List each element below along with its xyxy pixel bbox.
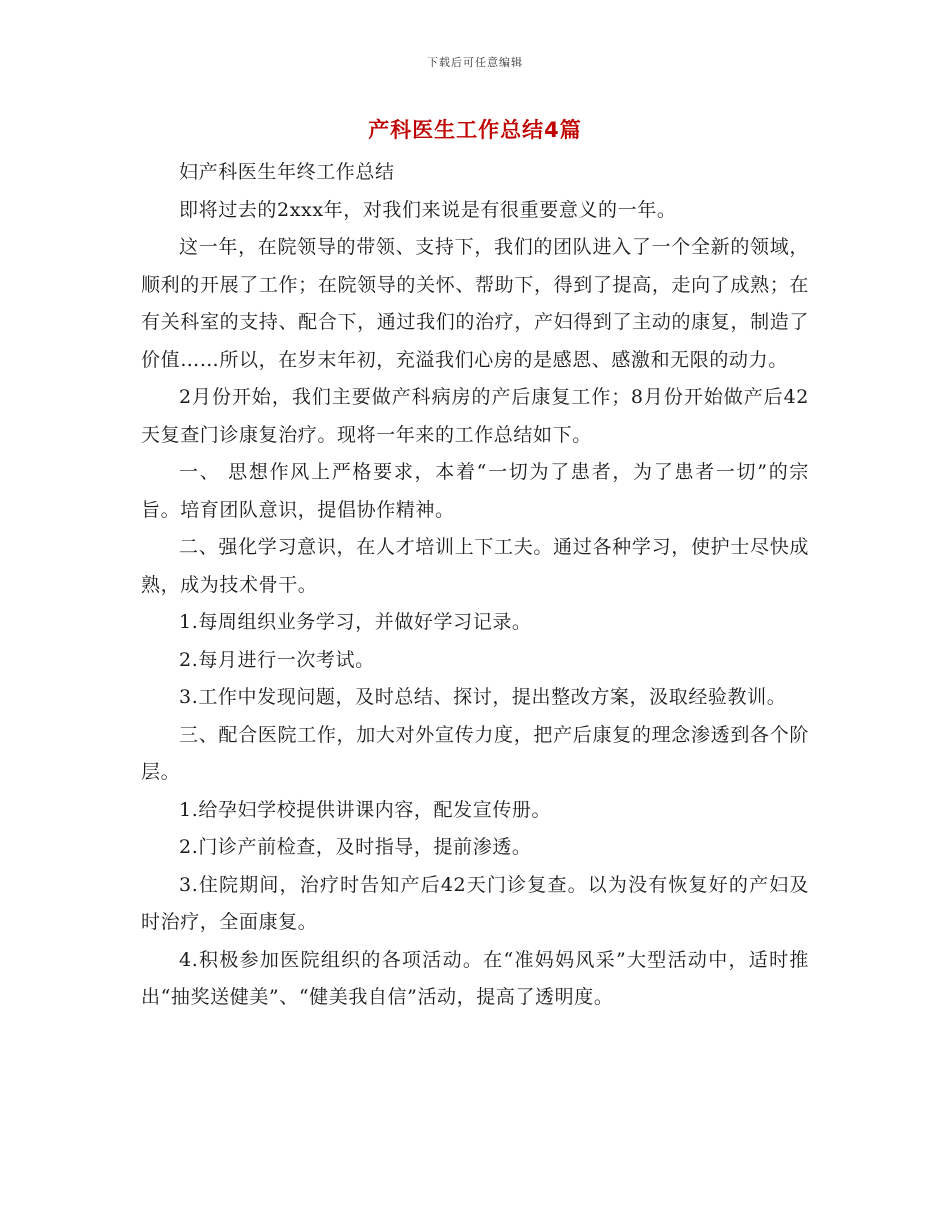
- paragraph: 二、强化学习意识，在人才培训上下工夫。通过各种学习，使护士尽快成熟，成为技术骨干。: [141, 536, 809, 596]
- paragraph: 3.工作中发现问题，及时总结、探讨，提出整改方案，汲取经验教训。: [179, 686, 787, 708]
- document-title: 产科医生工作总结4篇: [368, 118, 582, 142]
- paragraph: 1.每周组织业务学习，并做好学习记录。: [179, 611, 532, 633]
- paragraph: 1.给孕妇学校提供讲课内容，配发宣传册。: [179, 798, 552, 821]
- paragraph: 这一年，在院领导的带领、支持下，我们的团队进入了一个全新的领域，顺利的开展了工作；在院领导的关怀、帮助下，得到了提高，走向了成熟；在有关科室的支持、配合下，通过我们的治疗，产妇得到了主动的康复，制造了价值……所以，在岁末年初，充溢我们心房的是感恩、感激和无限的动力。: [141, 236, 809, 371]
- header-note: 下载后可任意编辑: [427, 56, 523, 69]
- paragraph: 2月份开始，我们主要做产科病房的产后康复工作；8月份开始做产后42天复查门诊康复治疗。现将一年来的工作总结如下。: [141, 386, 809, 446]
- paragraph: 妇产科医生年终工作总结: [179, 161, 395, 183]
- paragraph: 2.门诊产前检查，及时指导，提前渗透。: [179, 836, 532, 858]
- paragraph: 4.积极参加医院组织的各项活动。在“准妈妈风采”大型活动中，适时推出“抽奖送健美”、“健美我自信”活动，提高了透明度。: [141, 948, 809, 1008]
- paragraph: 一、 思想作风上严格要求，本着“一切为了患者，为了患者一切”的宗旨。培育团队意识，提倡协作精神。: [141, 461, 809, 521]
- document-body: [141, 154, 809, 1017]
- paragraph: 3.住院期间，治疗时告知产后42天门诊复查。以为没有恢复好的产妇及时治疗，全面康复。: [141, 873, 809, 933]
- paragraph: 2.每月进行一次考试。: [179, 648, 375, 671]
- paragraph: 三、配合医院工作，加大对外宣传力度，把产后康复的理念渗透到各个阶层。: [141, 723, 809, 783]
- paragraph: 即将过去的2xxx年，对我们来说是有很重要意义的一年。: [179, 198, 677, 221]
